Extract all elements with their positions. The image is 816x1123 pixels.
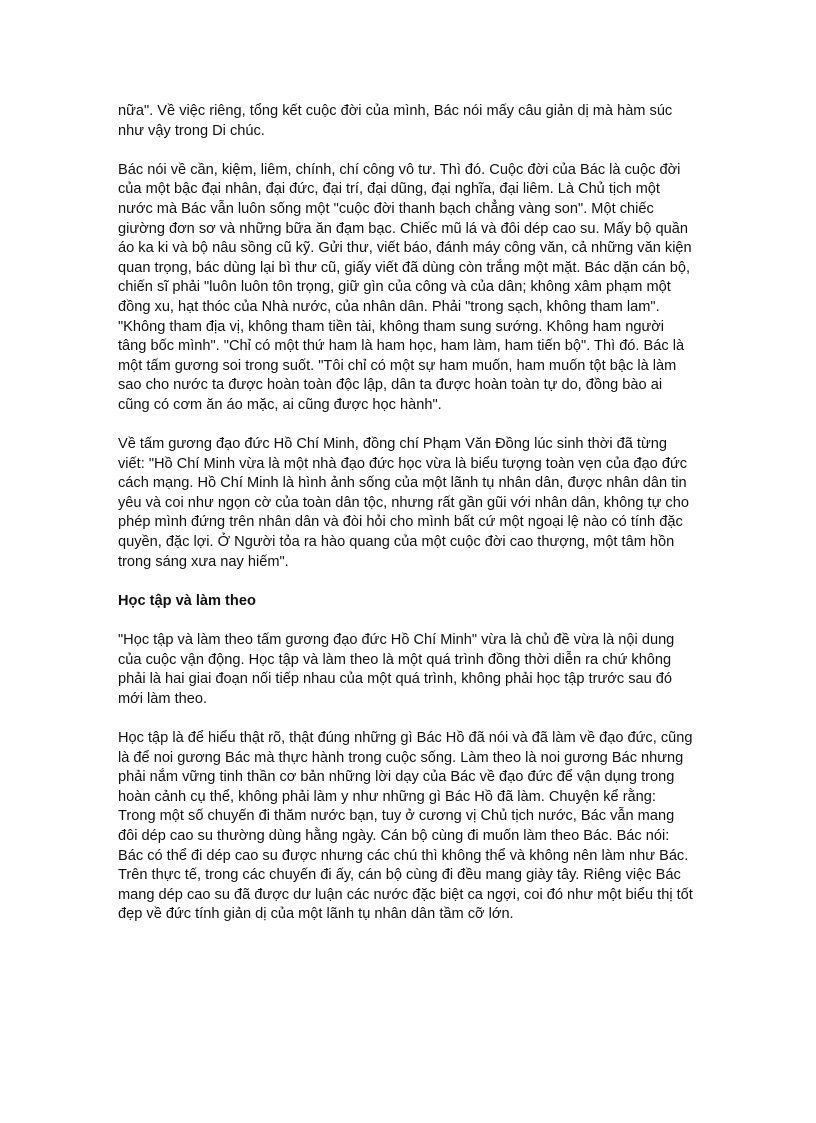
paragraph-study-and-follow: "Học tập và làm theo tấm gương đạo đức Hồ Chí Minh" vừa là chủ đề vừa là nội dung của cuộc vận động. Học tập và làm theo là một quá trình đồng thời diễn ra chứ không phải là hai giai đoạn nối tiếp nhau của một quá trình, không phải học tập trước sau đó mới làm theo. bbox=[118, 632, 675, 707]
paragraph-pham-van-dong-quote: Về tấm gương đạo đức Hồ Chí Minh, đồng chí Phạm Văn Đồng lúc sinh thời đã từng viết: "Hồ Chí Minh vừa là một nhà đạo đức học vừa là biểu tượng toàn vẹn của đạo đức cách mạng. Hồ Chí Minh là hình ảnh sống của một lãnh tụ nhân dân, được nhân dân tin yêu và coi như ngọn cờ của toàn dân tộc, nhưng rất gần gũi với nhân dân, không tự cho phép mình đứng trên nhân dân và đòi hỏi cho mình bất cứ một ngoại lệ nào có tính đặc quyền, đặc lợi. Ở Người tỏa ra hào quang của một cuộc đời cao thượng, một tâm hồn trong sáng xưa nay hiếm". bbox=[118, 436, 689, 570]
document-body bbox=[118, 102, 696, 945]
paragraph-will-summary: nữa". Về việc riêng, tổng kết cuộc đời của mình, Bác nói mấy câu giản dị mà hàm súc như vậy trong Di chúc. bbox=[118, 103, 673, 139]
section-heading: Học tập và làm theo bbox=[118, 592, 256, 609]
paragraph-study-meaning: Học tập là để hiểu thật rõ, thật đúng những gì Bác Hồ đã nói và đã làm về đạo đức, cũng là để noi gương Bác mà thực hành trong cuộc sống. Làm theo là noi gương Bác nhưng phải nắm vững tinh thần cơ bản những lời dạy của Bác về đạo đức để vận dụng trong hoàn cảnh cụ thể, không phải làm y như những gì Bác Hồ đã làm. Chuyện kể rằng: Trong một số chuyến đi thăm nước bạn, tuy ở cương vị Chủ tịch nước, Bác vẫn mang đôi dép cao su thường dùng hằng ngày. Cán bộ cùng đi muốn làm theo Bác. Bác nói: Bác có thể đi dép cao su được nhưng các chú thì không thể và không nên làm như Bác. Trên thực tế, trong các chuyến đi ấy, cán bộ cùng đi đều mang giày tây. Riêng việc Bác mang dép cao su đã được dư luận các nước đặc biệt ca ngợi, coi đó như một biểu thị tốt đẹp về đức tính giản dị của một lãnh tụ nhân dân tầm cỡ lớn. bbox=[118, 730, 693, 923]
paragraph-frugality: Bác nói về cần, kiệm, liêm, chính, chí công vô tư. Thì đó. Cuộc đời của Bác là cuộc đời của một bậc đại nhân, đại đức, đại trí, đại dũng, đại nghĩa, đại liêm. Là Chủ tịch một nước mà Bác vẫn luôn sống một "cuộc đời thanh bạch chẳng vàng son". Một chiếc giường đơn sơ và những bữa ăn đạm bạc. Chiếc mũ lá và đôi dép cao su. Mấy bộ quần áo ka ki và bộ nâu sồng cũ kỹ. Gửi thư, viết báo, đánh máy công văn, cả những văn kiện quan trọng, bác dùng lại bì thư cũ, giấy viết đã dùng còn trắng một mặt. Bác dặn cán bộ, chiến sĩ phải "luôn luôn tôn trọng, giữ gìn của công và của dân; không xâm phạm một đồng xu, hạt thóc của Nhà nước, của nhân dân. Phải "trong sạch, không tham lam". "Không tham địa vị, không tham tiền tài, không tham sung sướng. Không ham người tâng bốc mình". "Chỉ có một thứ ham là ham học, ham làm, ham tiến bộ". Thì đó. Bác là một tấm gương soi trong suốt. "Tôi chỉ có một sự ham muốn, ham muốn tột bậc là làm sao cho nước ta được hoàn toàn độc lập, dân ta được hoàn toàn tự do, đồng bào ai cũng có cơm ăn áo mặc, ai cũng được học hành". bbox=[118, 161, 692, 413]
